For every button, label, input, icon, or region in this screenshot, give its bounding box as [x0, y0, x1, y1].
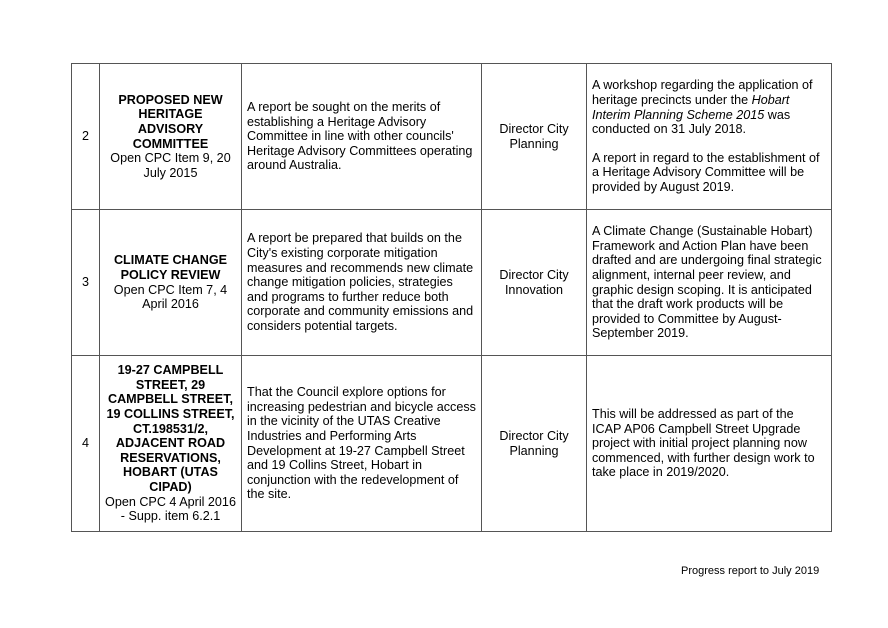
item-reference: Open CPC 4 April 2016 - Supp. item 6.2.1 — [105, 494, 236, 524]
item-status: A Climate Change (Sustainable Hobart) Framework and Action Plan have been drafted and are undergoing final strategic alignment, internal peer review, and graphic design scoping. It is anticipated that the draft work products will be provided to Committee by August-September 2019. — [587, 210, 832, 356]
page-footer: Progress report to July 2019 — [681, 565, 820, 577]
item-reference: Open CPC Item 9, 20 July 2015 — [110, 151, 231, 180]
item-status-2: A report in regard to the establishment of a Heritage Advisory Committee will be provided by August 2019. — [592, 150, 820, 194]
item-title: 19-27 CAMPBELL STREET, 29 CAMPBELL STREET, 19 COLLINS STREET, CT.198531/2, ADJACENT ROAD RESERVATIONS, HOBART (UTAS CIPAD) — [106, 363, 235, 494]
item-number: 2 — [72, 64, 100, 210]
item-resolution: A report be sought on the merits of establishing a Heritage Advisory Committee in line with other councils' Heritage Advisory Committees operating around Australia. — [242, 64, 482, 210]
table-row — [72, 210, 832, 356]
item-status: A workshop regarding the application of heritage precincts under the Hobart Interim Planning Scheme 2015 was conducted on 31 July 2018. — [592, 78, 813, 137]
item-title: CLIMATE CHANGE POLICY REVIEW — [113, 253, 228, 282]
table-row — [72, 356, 832, 532]
progress-table — [71, 63, 832, 532]
item-status-cell — [587, 64, 832, 210]
item-title-cell — [100, 356, 242, 532]
table-row — [72, 64, 832, 210]
item-number: 3 — [72, 210, 100, 356]
item-title-cell — [100, 64, 242, 210]
item-title: PROPOSED NEW HERITAGE ADVISORY COMMITTEE — [118, 92, 223, 151]
item-reference: Open CPC Item 7, 4 April 2016 — [113, 282, 228, 312]
item-title-cell — [100, 210, 242, 356]
item-responsibility: Director City Innovation — [482, 210, 587, 356]
item-resolution: A report be prepared that builds on the City's existing corporate mitigation measures and recommends new climate change mitigation policies, strategies and programs to further reduce both corporate and community emissions and considers potential targets. — [242, 210, 482, 356]
item-responsibility: Director City Planning — [482, 64, 587, 210]
item-status: This will be addressed as part of the ICAP AP06 Campbell Street Upgrade project with initial project planning now commenced, with further design work to take place in 2019/2020. — [587, 356, 832, 532]
item-resolution: That the Council explore options for increasing pedestrian and bicycle access in the vicinity of the UTAS Creative Industries and Performing Arts Development at 19-27 Campbell Street and 19 Collins Street, Hobart in conjunction with the redevelopment of the site. — [242, 356, 482, 532]
item-number: 4 — [72, 356, 100, 532]
item-responsibility: Director City Planning — [482, 356, 587, 532]
